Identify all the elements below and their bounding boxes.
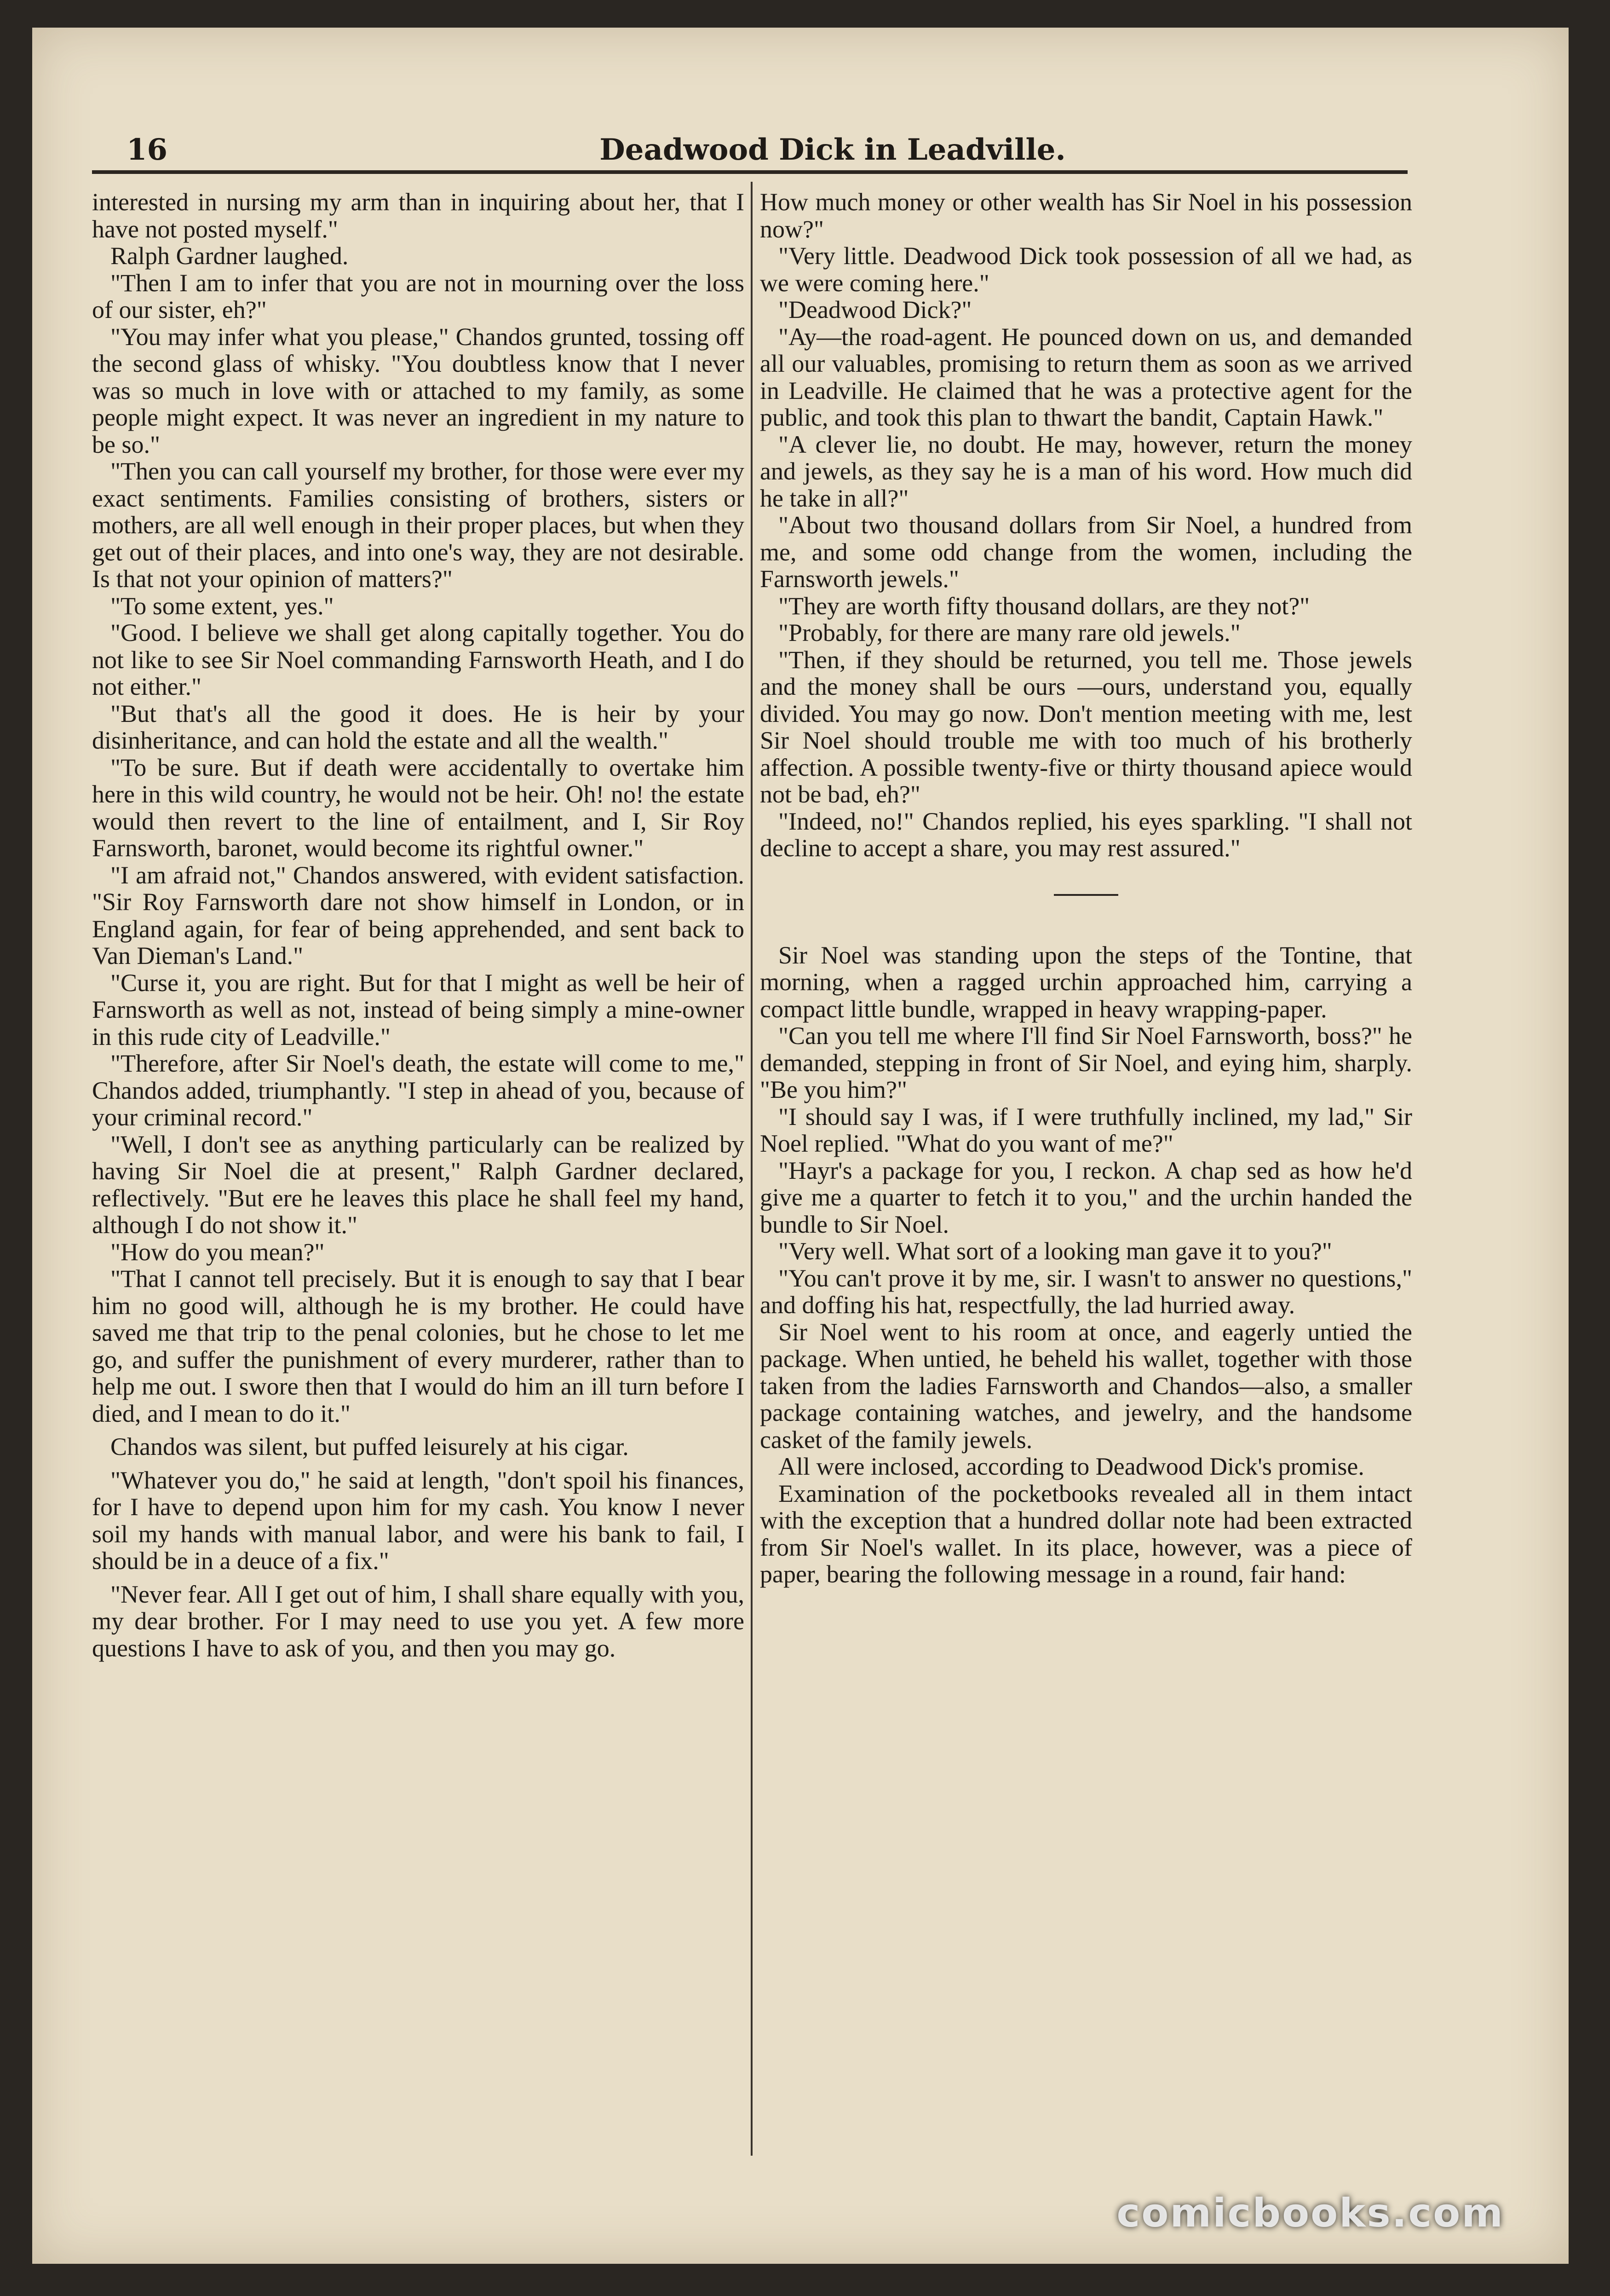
running-head: Deadwood Dick in Leadville. xyxy=(599,133,1066,167)
paragraph: "I am afraid not," Chandos answered, with evident satisfaction. "Sir Roy Farnsworth dare not show himself in London, or in England again, for fear of being apprehended, and sent back to Van Dieman's Land." xyxy=(92,861,744,969)
paragraph: "Then you can call yourself my brother, for those were ever my exact sentiments. Families consisting of brothers, sisters or mothers, are all well enough in their proper places, but when they get out of their places, and into one's way, they are not desirable. Is that not your opinion of matters?" xyxy=(92,457,744,593)
paragraph: interested in nursing my arm than in inquiring about her, that I have not posted myself." xyxy=(92,188,744,243)
paragraph: "You may infer what you please," Chandos grunted, tossing off the second glass of whisky. "You doubtless know that I never was so much in love with or attached to my family, as some people might expect. It was never an ingredient in my nature to be so." xyxy=(92,323,744,458)
paragraph: "But that's all the good it does. He is heir by your disinheritance, and can hold the estate and all the wealth." xyxy=(92,699,744,754)
paragraph: "To be sure. But if death were accidentally to overtake him here in this wild country, he would not be heir. Oh! no! the estate would then revert to the line of entailment, and I, Sir Roy Farnsworth, baronet, would become its rightful owner." xyxy=(92,753,744,862)
paragraph: All were inclosed, according to Deadwood Dick's promise. xyxy=(778,1453,1364,1480)
column-divider xyxy=(751,182,753,2156)
paragraph: "Indeed, no!" Chandos replied, his eyes sparkling. "I shall not decline to accept a share, you may rest assured." xyxy=(760,807,1412,862)
paragraph: "Therefore, after Sir Noel's death, the estate will come to me," Chandos added, triumphantly. "I step in ahead of you, because of your criminal record." xyxy=(92,1050,744,1131)
left-column xyxy=(92,189,744,1661)
paragraph: "To some extent, yes." xyxy=(110,592,334,620)
paragraph: "How do you mean?" xyxy=(110,1238,325,1266)
header-rule xyxy=(92,170,1408,174)
paragraph: Examination of the pocketbooks revealed all in them intact with the exception that a hundred dollar note had been extracted from Sir Noel's wallet. In its place, however, was a piece of paper, bearing the following message in a round, fair hand: xyxy=(760,1479,1412,1588)
paragraph: "Deadwood Dick?" xyxy=(778,296,972,323)
paragraph: "Very little. Deadwood Dick took possession of all we had, as we were coming here." xyxy=(760,242,1412,297)
paragraph: "Well, I don't see as anything particularly can be realized by having Sir Noel die at present," Ralph Gardner declared, reflectively. "But ere he leaves this place he shall feel my hand, although I do not show it." xyxy=(92,1130,744,1239)
paragraph: "Good. I believe we shall get along capitally together. You do not like to see Sir Noel commanding Farnsworth Heath, and I do not either." xyxy=(92,619,744,700)
paragraph: Sir Noel went to his room at once, and eagerly untied the package. When untied, he beheld his wallet, together with those taken from the ladies Farnsworth and Chandos—also, a smaller package containing watches, and jewelry, and the handsome casket of the family jewels. xyxy=(760,1318,1412,1454)
paragraph: "Ay—the road-agent. He pounced down on us, and demanded all our valuables, promising to return them as soon as we arrived in Leadville. He claimed that he was a protective agent for the public, and took this plan to thwart the bandit, Captain Hawk." xyxy=(760,323,1412,431)
paragraph: How much money or other wealth has Sir Noel in his possession now?" xyxy=(760,188,1412,243)
paragraph: "Never fear. All I get out of him, I shall share equally with you, my dear brother. For I may need to use you yet. A few more questions I have to ask of you, and then you may go. xyxy=(92,1580,744,1662)
paragraph: "Whatever you do," he said at length, "don't spoil his finances, for I have to depend upon him for my cash. You know I never soil my hands with manual labor, and were his bank to fail, I should be in a deuce of a fix." xyxy=(92,1466,744,1575)
paragraph: Chandos was silent, but puffed leisurely at his cigar. xyxy=(110,1433,629,1460)
paragraph: "They are worth fifty thousand dollars, are they not?" xyxy=(778,592,1310,620)
paragraph: "Probably, for there are many rare old jewels." xyxy=(778,619,1241,646)
paragraph: "That I cannot tell precisely. But it is enough to say that I bear him no good will, although he is my brother. He could have saved me that trip to the penal colonies, but he chose to let me go, and suffer the punishment of every murderer, rather than to help me out. I swore then that I would do him an ill turn before I died, and I mean to do it." xyxy=(92,1265,744,1427)
paragraph: "You can't prove it by me, sir. I wasn't to answer no questions," and doffing his hat, respectfully, the lad hurried away. xyxy=(760,1264,1412,1319)
paragraph: "Hayr's a package for you, I reckon. A chap sed as how he'd give me a quarter to fetch it to you," and the urchin handed the bundle to Sir Noel. xyxy=(760,1156,1412,1238)
right-column xyxy=(760,189,1412,1588)
paragraph: Sir Noel was standing upon the steps of the Tontine, that morning, when a ragged urchin approached him, carrying a compact little bundle, wrapped in heavy wrapping-paper. xyxy=(760,941,1412,1023)
paragraph: "I should say I was, if I were truthfully inclined, my lad," Sir Noel replied. "What do you want of me?" xyxy=(760,1102,1412,1157)
paragraph: "Can you tell me where I'll find Sir Noel Farnsworth, boss?" he demanded, stepping in front of Sir Noel, and eying him, sharply. "Be you him?" xyxy=(760,1022,1412,1103)
paragraph: "Then, if they should be returned, you tell me. Those jewels and the money shall be ours —ours, understand you, equally divided. You may go now. Don't mention meeting with me, lest Sir Noel should trouble me with too much of his brotherly affection. A possible twenty-five or thirty thousand apiece would not be bad, eh?" xyxy=(760,646,1412,808)
page-number: 16 xyxy=(126,133,168,167)
paragraph: Ralph Gardner laughed. xyxy=(110,242,349,270)
section-break-rule xyxy=(1054,894,1118,896)
paragraph: "Curse it, you are right. But for that I might as well be heir of Farnsworth as well as not, instead of being simply a mine-owner in this rude city of Leadville." xyxy=(92,969,744,1050)
paragraph: "A clever lie, no doubt. He may, however, return the money and jewels, as they say he is a man of his word. How much did he take in all?" xyxy=(760,430,1412,512)
paragraph: "Very well. What sort of a looking man gave it to you?" xyxy=(778,1237,1332,1265)
paragraph: "About two thousand dollars from Sir Noel, a hundred from me, and some odd change from the women, including the Farnsworth jewels." xyxy=(760,511,1412,593)
watermark-text: comicbooks.com xyxy=(1116,2190,1504,2236)
paragraph: "Then I am to infer that you are not in mourning over the loss of our sister, eh?" xyxy=(92,269,744,323)
